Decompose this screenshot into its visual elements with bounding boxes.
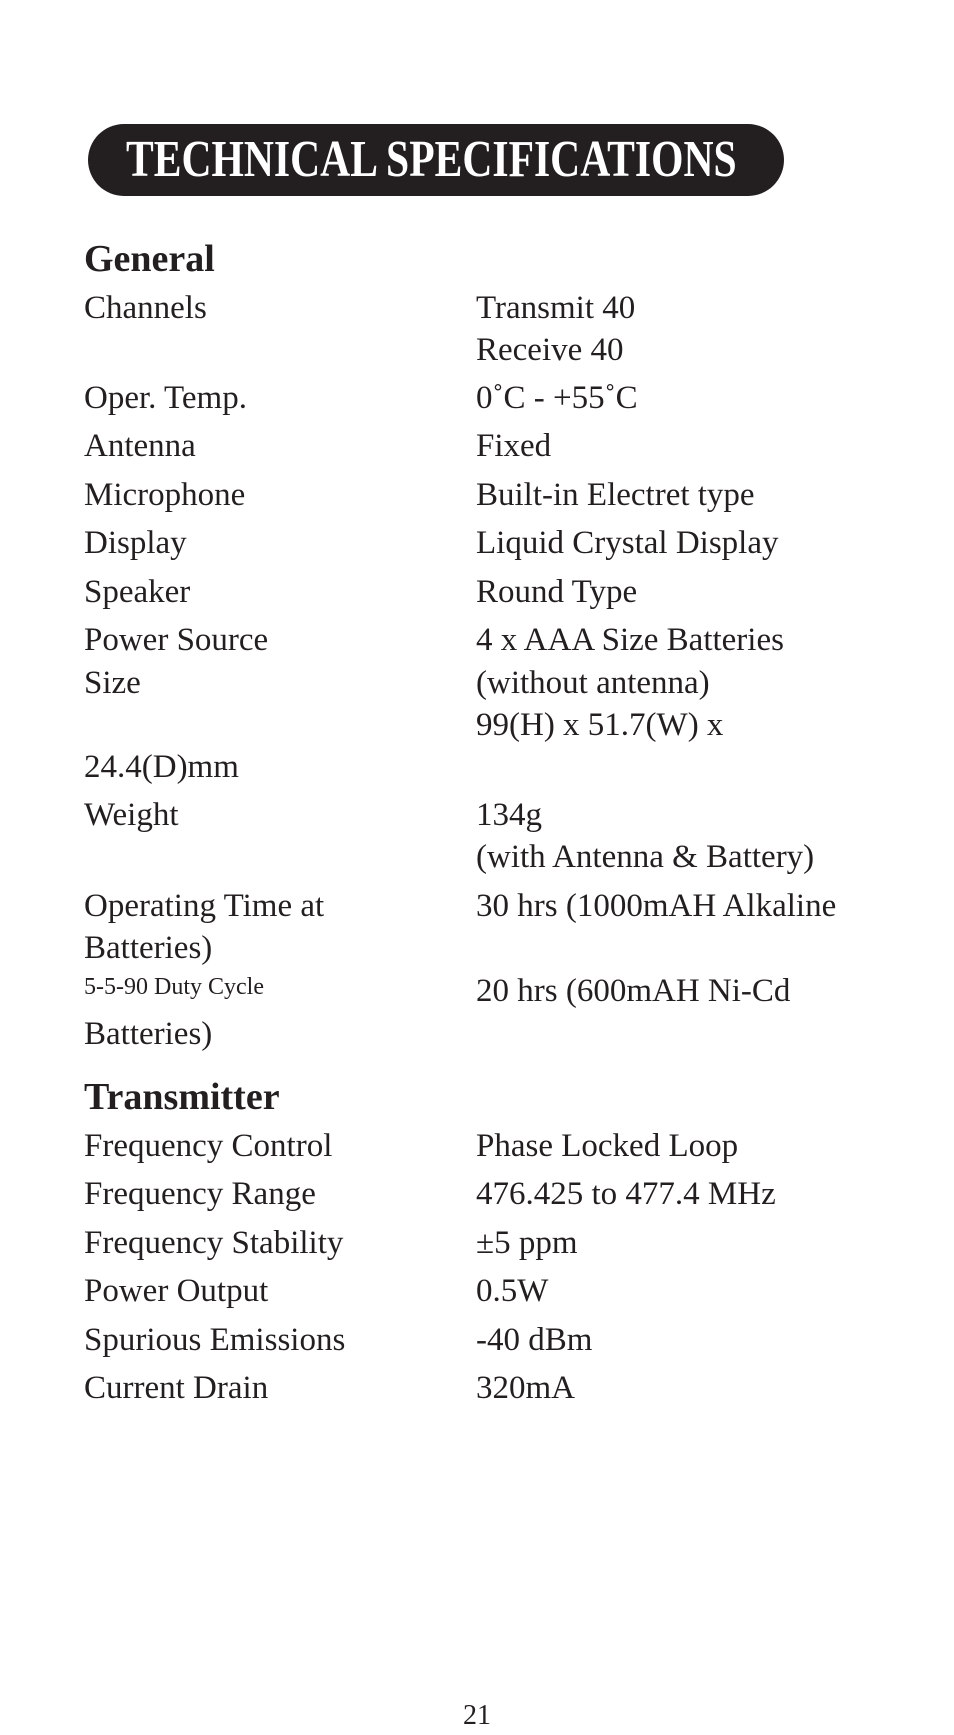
spec-value-size-dimensions: 99(H) x 51.7(W) x [476, 707, 724, 743]
spec-value-channels-transmit: Transmit 40 [476, 290, 636, 326]
spec-label-spurious-emissions: Spurious Emissions [84, 1322, 346, 1358]
spec-value-current-drain: 320mA [476, 1370, 575, 1406]
spec-label-antenna: Antenna [84, 428, 196, 464]
spec-label-oper-temp: Oper. Temp. [84, 380, 247, 416]
spec-label-weight: Weight [84, 797, 179, 833]
spec-value-weight-note: (with Antenna & Battery) [476, 839, 815, 875]
spec-value-speaker: Round Type [476, 574, 638, 610]
spec-value-operating-time-alkaline: 30 hrs (1000mAH Alkaline [476, 888, 837, 924]
section-heading-transmitter: Transmitter [84, 1076, 280, 1118]
spec-label-size: Size [84, 665, 141, 701]
spec-label-operating-time-batteries-2: Batteries) [84, 1016, 213, 1052]
spec-label-operating-time-batteries: Batteries) [84, 930, 213, 966]
spec-value-oper-temp: 0˚C - +55˚C [476, 380, 638, 416]
spec-value-spurious-emissions: -40 dBm [476, 1322, 593, 1358]
spec-value-display: Liquid Crystal Display [476, 525, 779, 561]
title-banner [88, 124, 784, 196]
page-number: 21 [463, 1700, 491, 1731]
spec-label-display: Display [84, 525, 187, 561]
spec-label-frequency-range: Frequency Range [84, 1176, 316, 1212]
spec-value-microphone: Built-in Electret type [476, 477, 755, 513]
spec-value-size-depth: 24.4(D)mm [84, 749, 239, 785]
spec-label-microphone: Microphone [84, 477, 246, 513]
spec-value-size-note: (without antenna) [476, 665, 710, 701]
spec-value-power-source: 4 x AAA Size Batteries [476, 622, 784, 658]
spec-value-operating-time-nicd: 20 hrs (600mAH Ni-Cd [476, 973, 791, 1009]
spec-value-channels-receive: Receive 40 [476, 332, 624, 368]
page-title: TECHNICAL SPECIFICATIONS [126, 131, 737, 188]
spec-label-power-output: Power Output [84, 1273, 269, 1309]
spec-label-frequency-stability: Frequency Stability [84, 1225, 344, 1261]
spec-label-operating-time: Operating Time at [84, 888, 325, 924]
spec-value-antenna: Fixed [476, 428, 552, 464]
spec-value-frequency-control: Phase Locked Loop [476, 1128, 739, 1164]
spec-label-channels: Channels [84, 290, 207, 326]
spec-value-frequency-stability: ±5 ppm [476, 1225, 578, 1261]
spec-label-power-source: Power Source [84, 622, 269, 658]
spec-value-weight: 134g [476, 797, 542, 833]
spec-label-speaker: Speaker [84, 574, 191, 610]
spec-label-frequency-control: Frequency Control [84, 1128, 333, 1164]
spec-value-frequency-range: 476.425 to 477.4 MHz [476, 1176, 776, 1212]
section-heading-general: General [84, 238, 215, 280]
spec-label-current-drain: Current Drain [84, 1370, 269, 1406]
spec-value-power-output: 0.5W [476, 1273, 549, 1309]
spec-label-duty-cycle: 5-5-90 Duty Cycle [84, 974, 264, 1000]
